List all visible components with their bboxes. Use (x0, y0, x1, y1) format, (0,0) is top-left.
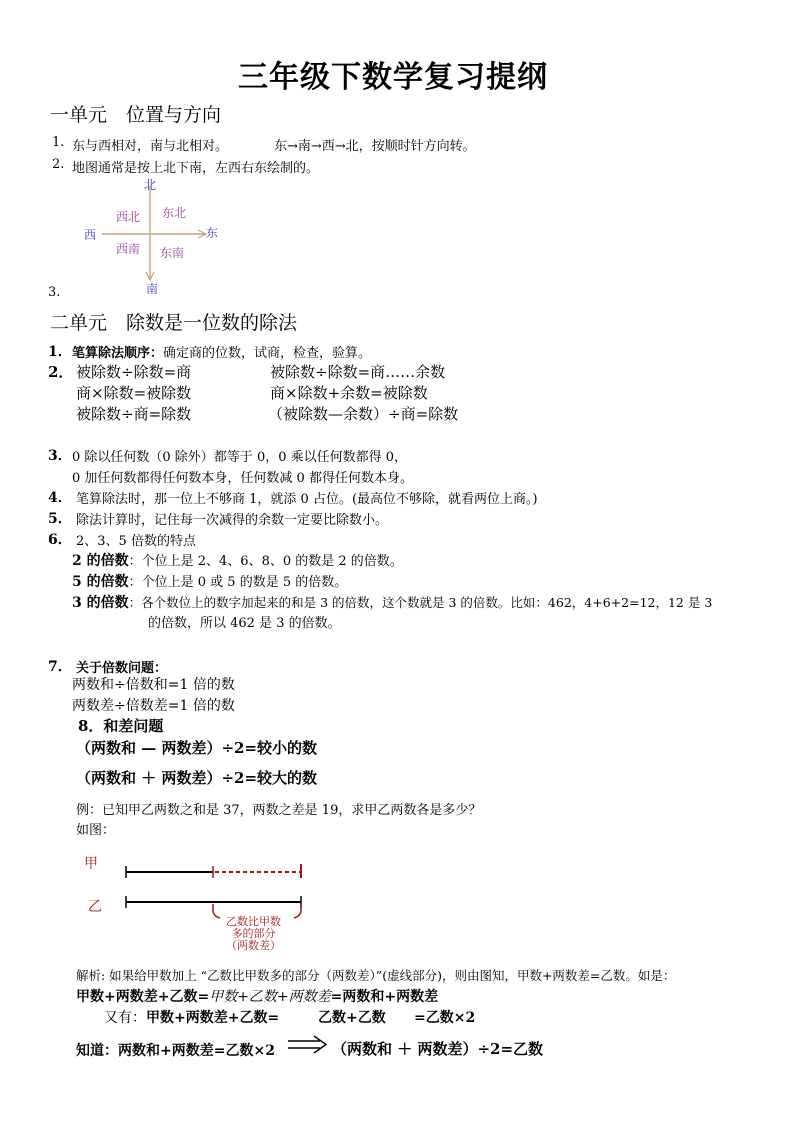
compass-north: 北 (144, 178, 157, 192)
unit2-item1-text: 确定商的位数，试商，检查，验算。 (163, 346, 372, 361)
unit2-item1-number: 1． (48, 344, 72, 360)
brace-label-line1: 乙数比甲数 (226, 915, 281, 928)
multiple-of-3-text-cont: 的倍数，所以 462 是 3 的倍数。 (148, 616, 341, 631)
sum-diff-formula-smaller: （两数和 — 两数差）÷2=较小的数 (76, 739, 318, 757)
unit2-item8-heading: 8．和差问题 (78, 717, 164, 735)
unit2-item6-text: 2、3、5 倍数的特点 (76, 534, 196, 549)
unit2-item5-text: 除法计算时，记住每一次减得的余数一定要比除数小。 (76, 513, 389, 528)
unit2-item4-number: 4． (48, 490, 72, 506)
formula-3a: 被除数÷商=除数 (76, 405, 192, 423)
implies-arrow-icon (286, 1034, 330, 1056)
eq2-prefix: 又有： (104, 1010, 146, 1026)
unit2-item3-number: 3． (48, 448, 72, 464)
unit1-heading: 一单元 位置与方向 (50, 104, 222, 126)
unit2-item7-line1: 两数和÷倍数和=1 倍的数 (72, 677, 235, 693)
multiple-of-3-text: ：各个数位上的数字加起来的和是 3 的倍数，这个数就是 3 的倍数。比如：462，4+6+2=12，12 是 3 (128, 595, 713, 610)
unit1-item2-number: 2. (52, 157, 65, 172)
multiple-of-3-label: 3 的倍数 (72, 595, 129, 611)
unit2-item4-text: 笔算除法时，那一位上不够商 1，就添 0 占位。(最高位不够除，就看两位上商。) (76, 492, 538, 507)
unit2-item5-number: 5． (48, 511, 72, 527)
brace-label-line2: 多的部分 (231, 927, 276, 940)
diagram-label-jia: 甲 (84, 856, 98, 872)
unit1-item2-text: 地图通常是按上北下南，左西右东绘制的。 (72, 161, 320, 176)
unit2-item7-number: 7． (48, 659, 72, 675)
formula-1a: 被除数÷除数=商 (76, 363, 192, 381)
brace-label-line3: （两数差） (226, 939, 281, 952)
compass-west: 西 (84, 228, 97, 242)
brace-label (226, 916, 281, 952)
compass-east: 东 (206, 226, 219, 240)
eq2-part-b: 乙数+乙数 (318, 1010, 386, 1026)
multiple-of-5-label: 5 的倍数 (72, 574, 129, 590)
compass-southeast: 东南 (160, 246, 185, 260)
know-part-b: （两数和 ＋ 两数差）÷2=乙数 (332, 1040, 544, 1058)
formula-1b: 被除数÷除数=商……余数 (270, 363, 446, 381)
compass-northwest: 西北 (116, 210, 141, 224)
unit1-item1-number: 1. (52, 135, 65, 150)
eq2-part-a: 甲数+两数差+乙数= (146, 1010, 280, 1026)
compass-northeast: 东北 (162, 206, 187, 220)
know-part-a: 两数和+两数差=乙数×2 (118, 1043, 275, 1059)
formula-2b: 商×除数+余数=被除数 (270, 384, 428, 402)
unit2-item2-number: 2． (48, 363, 74, 381)
eq1-part-b: 甲数+乙数+两数差 (209, 989, 331, 1005)
multiple-of-2-label: 2 的倍数 (72, 553, 129, 569)
multiple-of-2-text: ：个位上是 2、4、6、8、0 的数是 2 的倍数。 (128, 554, 403, 569)
segment-diagram (110, 850, 320, 960)
unit2-item6-number: 6． (48, 532, 72, 548)
unit1-item3-number: 3. (48, 285, 61, 300)
page-title: 三年级下数学复习提纲 (238, 60, 548, 95)
eq1-part-a: 甲数+两数差+乙数= (76, 989, 210, 1005)
unit1-item1-text: 东与西相对，南与北相对。 (72, 139, 229, 154)
formula-3b: （被除数—余数）÷商=除数 (268, 405, 459, 423)
formula-2a: 商×除数=被除数 (76, 384, 192, 402)
compass-southwest: 西南 (116, 242, 141, 256)
know-label: 知道： (76, 1043, 118, 1059)
unit2-heading: 二单元 除数是一位数的除法 (50, 312, 298, 334)
unit2-item3-line2: 0 加任何数都得任何数本身，任何数减 0 都得任何数本身。 (72, 471, 413, 486)
unit2-item3-line1: 0 除以任何数（0 除外）都等于 0，0 乘以任何数都得 0， (72, 450, 408, 465)
as-figure-label: 如图： (76, 823, 116, 838)
unit2-item7-label: 关于倍数问题： (76, 661, 168, 676)
eq1-part-c: =两数和+两数差 (330, 989, 439, 1005)
unit2-item7-line2: 两数差÷倍数差=1 倍的数 (72, 698, 235, 714)
example-question: 例：已知甲乙两数之和是 37，两数之差是 19，求甲乙两数各是多少？ (76, 803, 482, 818)
sum-diff-formula-larger: （两数和 ＋ 两数差）÷2=较大的数 (76, 769, 318, 787)
unit1-item1-rule: 东→南→西→北，按顺时针方向转。 (274, 139, 476, 154)
compass-south: 南 (146, 282, 159, 296)
multiple-of-5-text: ：个位上是 0 或 5 的数是 5 的倍数。 (128, 575, 348, 590)
analysis-text: 解析: 如果给甲数加上 “乙数比甲数多的部分（两数差）”(虚线部分)，则由图知，甲数+两数差=乙数。如是： (76, 968, 676, 983)
eq2-part-c: =乙数×2 (414, 1010, 476, 1026)
unit2-item1-label: 笔算除法顺序： (72, 346, 164, 361)
diagram-label-yi: 乙 (88, 899, 102, 915)
